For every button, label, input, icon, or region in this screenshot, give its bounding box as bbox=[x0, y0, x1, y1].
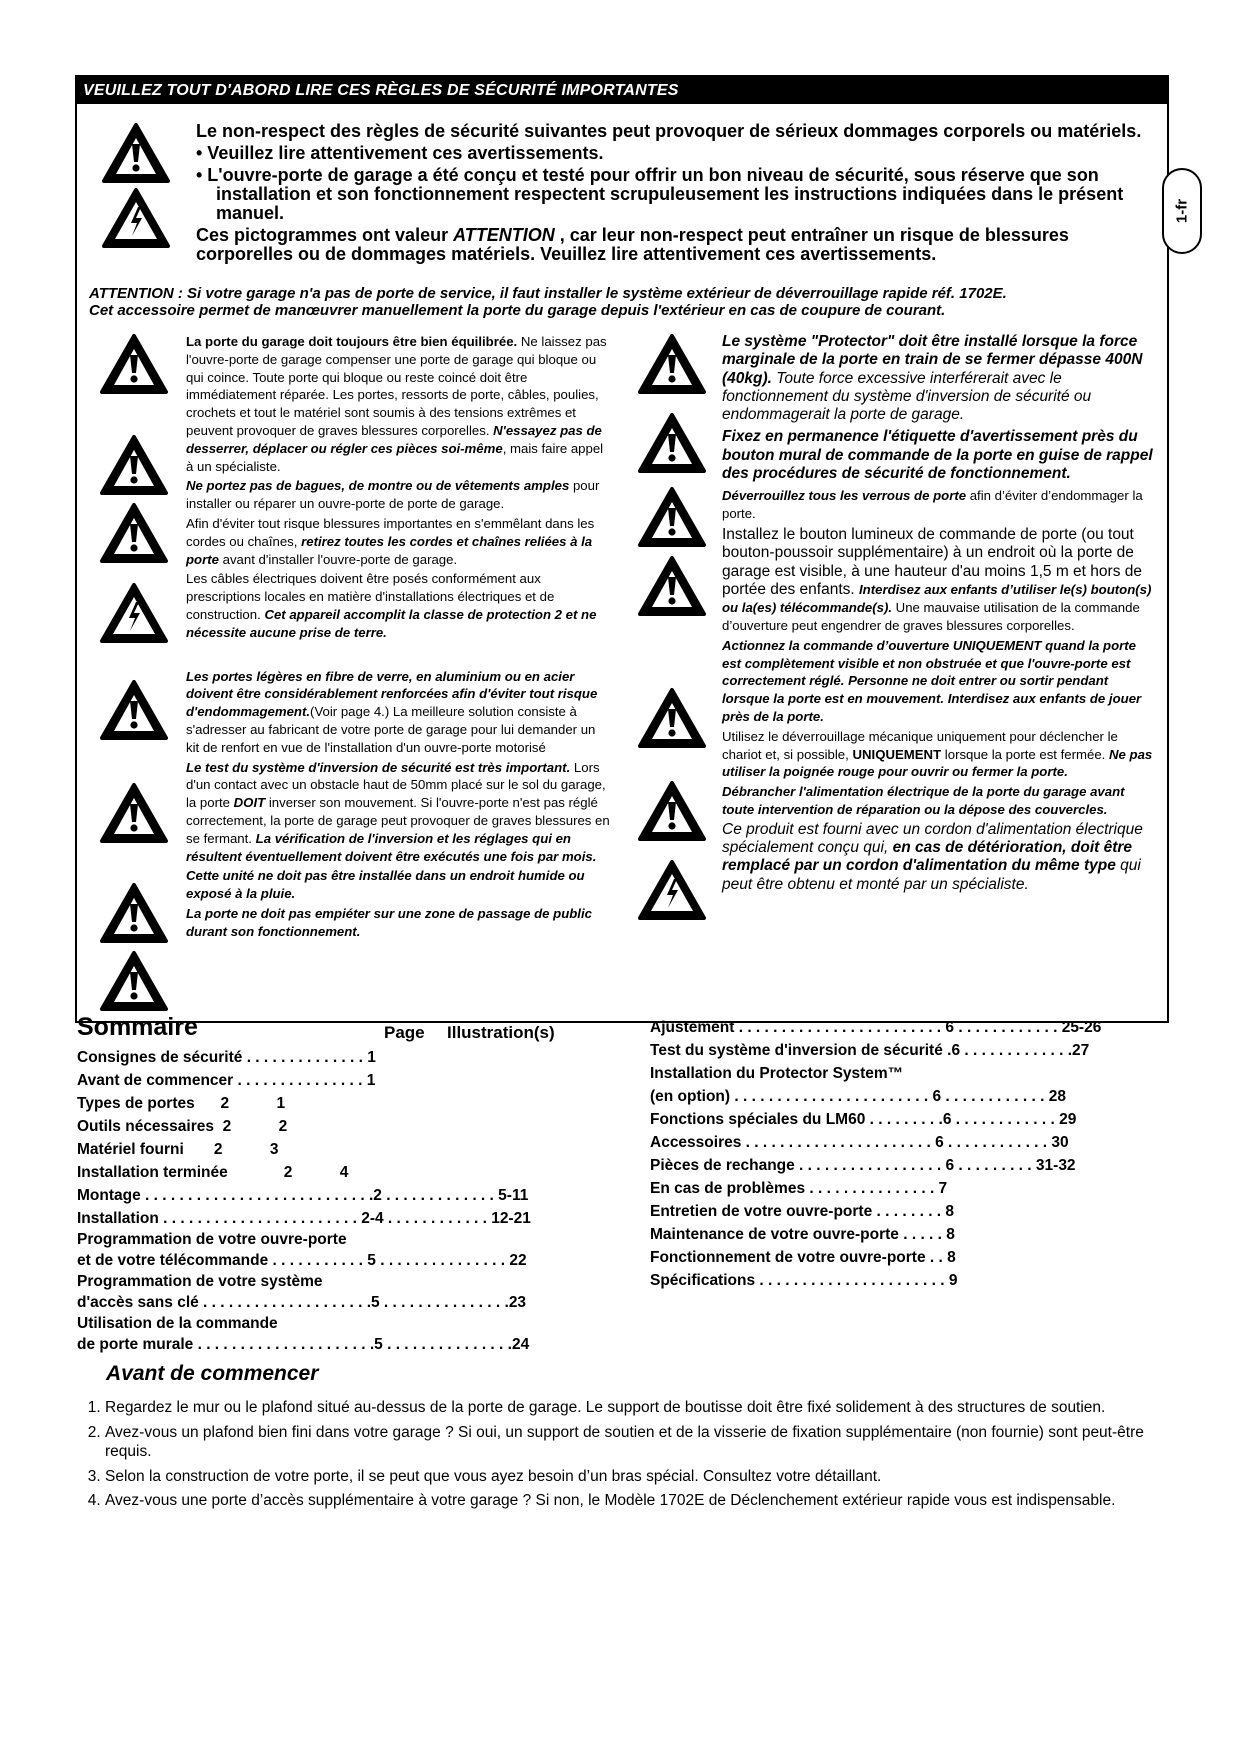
section-title: Avant de commencer bbox=[106, 1362, 319, 1385]
text: lorsque la porte est fermée. bbox=[941, 746, 1109, 762]
safety-paragraph: Débrancher l'alimentation électrique de la porte du garage avant toute intervention de réparation ou la dépose des couvercles. bbox=[722, 784, 1125, 817]
toc-entry: Types de portes 2 1 bbox=[77, 1095, 286, 1112]
page-tab-label: 1-fr bbox=[1173, 198, 1191, 224]
toc-entry: Maintenance de votre ouvre-porte . . . . . 8 bbox=[650, 1226, 955, 1243]
warning-icon bbox=[637, 687, 707, 749]
text-bold-italic: Ne pas utiliser la poignée rouge pour ouvrir ou fermer la porte. bbox=[722, 746, 1153, 780]
safety-paragraph: Actionnez la commande d’ouverture UNIQUEMENT quand la porte est complètement visible et non obstruée et que l'ouvre-porte est correctement réglé. Personne ne doit entrer ou sortir pendant lorsque la porte est en mouvement. Interdisez aux enfants de jouer près de la porte. bbox=[722, 637, 1142, 724]
toc-entry: Avant de commencer . . . . . . . . . . . . . . . 1 bbox=[77, 1072, 376, 1089]
text-bold-italic: Interdisez aux enfants d’utiliser le(s) bouton(s) ou la(es) télécommande(s). bbox=[722, 581, 1152, 616]
toc-entry: de porte murale . . . . . . . . . . . . . . . . . . . . .5 . . . . . . . . . . . . . . .24 bbox=[77, 1336, 530, 1353]
toc-entry: Entretien de votre ouvre-porte . . . . . . . . 8 bbox=[650, 1203, 955, 1220]
text: inverser son mouvement. Si l'ouvre-porte n'est pas réglé correctement, la porte de garage peut provoquer de graves blessures en se fermant. bbox=[186, 795, 610, 846]
intro-text bbox=[196, 122, 1151, 264]
text: Lors d'un contact avec un obstacle haut de 50mm placé sur le sol du garage, la porte bbox=[186, 759, 606, 811]
text-italic: Ce produit est fourni avec un cordon d'alimentation électrique spécialement conçu qui, bbox=[722, 820, 1143, 857]
text: Installez le bouton lumineux de commande de porte (ou tout bouton-poussoir supplémentaire) à un endroit où la porte de garage est visible, à une hauteur d'au moins 1,5 m et hors de portée des enfants. bbox=[722, 525, 1142, 598]
list-item: 4. Avez-vous une porte d’accès supplémentaire à votre garage ? Si non, le Modèle 1702E de Déclenchement extérieur rapide vous est indispensable. bbox=[105, 1491, 1185, 1511]
text-bold: La porte du garage doit toujours être bien équilibrée. bbox=[186, 334, 518, 349]
attention-note bbox=[89, 285, 1164, 319]
text-bold-italic: DOIT bbox=[233, 795, 266, 811]
safety-paragraph bbox=[722, 333, 1156, 424]
text-bold-italic: retirez toutes les cordes et chaînes reliées à la porte bbox=[186, 533, 593, 567]
checklist bbox=[63, 1398, 1185, 1516]
toc-entry: Fonctionnement de votre ouvre-porte . . 8 bbox=[650, 1249, 956, 1266]
warning-icon bbox=[99, 950, 169, 1012]
toc-entry: Utilisation de la commande bbox=[77, 1315, 278, 1332]
toc-entry: (en option) . . . . . . . . . . . . . . . . . . . . . . . 6 . . . . . . . . . . . . 28 bbox=[650, 1088, 1066, 1105]
text-bold-italic: en cas de détérioration, doit être remplacé par un cordon d'alimentation du même type bbox=[722, 839, 1133, 875]
warning-icon bbox=[637, 333, 707, 395]
text: , mais faire appel à un spécialiste. bbox=[186, 440, 604, 474]
text-bold-italic: La vérification de l'inversion et les réglages qui en résultent éventuellement doivent être exécutés une fois par mois. bbox=[186, 830, 597, 864]
safety-paragraph bbox=[186, 477, 612, 513]
text: Les câbles électriques doivent être posés conformément aux prescriptions locales en matière d'installations électriques et de construction. bbox=[186, 571, 555, 622]
sommaire-col-illustration: Illustration(s) bbox=[447, 1023, 555, 1042]
left-column bbox=[186, 333, 612, 941]
warning-icon bbox=[637, 412, 707, 474]
toc-entry: En cas de problèmes . . . . . . . . . . . . . . . 7 bbox=[650, 1180, 948, 1197]
safety-paragraph bbox=[722, 728, 1156, 781]
warning-icon bbox=[637, 555, 707, 617]
safety-paragraph bbox=[722, 526, 1156, 635]
text-bold-italic: Cet appareil accomplit la classe de protection 2 et ne nécessite aucune prise de terre. bbox=[186, 606, 597, 640]
toc-entry: Programmation de votre ouvre-porte bbox=[77, 1231, 347, 1248]
text-italic: qui peut être obtenu et monté par un spécialiste. bbox=[722, 857, 1141, 893]
toc-entry: Test du système d'inversion de sécurité .6 . . . . . . . . . . . . .27 bbox=[650, 1042, 1090, 1059]
text: avant d'installer l'ouvre-porte de garage. bbox=[218, 551, 458, 567]
sommaire-col-page: Page bbox=[384, 1023, 425, 1042]
list-item: 1. Regardez le mur ou le plafond situé au-dessus de la porte de garage. Le support de boutisse doit être fixé solidement à des structures de soutien. bbox=[105, 1398, 1185, 1418]
sommaire-title: Sommaire bbox=[77, 1013, 198, 1041]
text-bold: UNIQUEMENT bbox=[852, 746, 942, 762]
safety-paragraph bbox=[186, 759, 612, 866]
text: Une mauvaise utilisation de la commande d’ouverture peut engendrer de graves blessures corporelles. bbox=[722, 600, 1140, 633]
text-bold-italic: Le test du système d'inversion de sécurité est très important. bbox=[186, 759, 571, 775]
toc-entry: Outils nécessaires 2 2 bbox=[77, 1118, 288, 1135]
text: (Voir page 4.) La meilleure solution consiste à s'adresser au fabricant de votre porte de garage pour lui demander un kit de renfort en vue de l'installation d'un ouvre-porte motorisé bbox=[186, 704, 596, 755]
safety-paragraph bbox=[722, 487, 1156, 523]
right-column bbox=[722, 333, 1156, 894]
toc-entry: et de votre télécommande . . . . . . . . . . . 5 . . . . . . . . . . . . . . . 22 bbox=[77, 1252, 527, 1269]
warning-icon bbox=[101, 122, 171, 184]
warning-icon bbox=[637, 780, 707, 842]
toc-entry: Installation du Protector System™ bbox=[650, 1065, 904, 1082]
toc-entry: Accessoires . . . . . . . . . . . . . . . . . . . . . . 6 . . . . . . . . . . . . 30 bbox=[650, 1134, 1069, 1151]
header-bar: VEUILLEZ TOUT D'ABORD LIRE CES RÈGLES DE SÉCURITÉ IMPORTANTES bbox=[77, 77, 1167, 104]
toc-entry: Montage . . . . . . . . . . . . . . . . . . . . . . . . . . .2 . . . . . . . . . . . . . 5-11 bbox=[77, 1187, 529, 1204]
text-bold-italic: Le système "Protector" doit être installé lorsque la force marginale de la porte en train de se fermer dépasse 400N (40kg). bbox=[722, 333, 1143, 387]
warning-icon bbox=[99, 882, 169, 944]
pictogram-note-c: , car leur non-respect peut entraîner un risque de blessures corporelles ou de dommages matériels. Veuillez lire attentivement ces avertissements. bbox=[196, 225, 1069, 264]
pictogram-note bbox=[196, 226, 1116, 264]
safety-paragraph bbox=[722, 821, 1156, 894]
text: Afin d'éviter tout risque blessures importantes en s'emmêlant dans les cordes ou chaînes, bbox=[186, 515, 595, 549]
text-bold-italic: Déverrouillez tous les verrous de porte bbox=[722, 488, 967, 504]
warning-icon bbox=[99, 679, 169, 741]
safety-paragraph: Cette unité ne doit pas être installée dans un endroit humide ou exposé à la pluie. bbox=[186, 868, 585, 902]
toc-entry: Installation terminée 2 4 bbox=[77, 1164, 349, 1181]
pictogram-note-a: Ces pictogrammes ont valeur bbox=[196, 225, 454, 245]
safety-paragraph bbox=[186, 515, 612, 568]
toc-entry: Pièces de rechange . . . . . . . . . . . . . . . . . 6 . . . . . . . . . 31-32 bbox=[650, 1157, 1076, 1174]
electrical-hazard-icon bbox=[99, 582, 169, 644]
toc-entry: Fonctions spéciales du LM60 . . . . . . . . .6 . . . . . . . . . . . . 29 bbox=[650, 1111, 1077, 1128]
intro-bullet: • L'ouvre-porte de garage a été conçu et testé pour offrir un bon niveau de sécurité, sous réserve que son installation et son fonctionnement respectent scrupuleusement les instructions indiquées dans le présent manuel. bbox=[196, 165, 1124, 223]
toc-entry: d'accès sans clé . . . . . . . . . . . . . . . . . . . .5 . . . . . . . . . . . . . . .23 bbox=[77, 1294, 527, 1311]
safety-paragraph bbox=[186, 333, 612, 475]
text: Ne laissez pas l'ouvre-porte de garage compenser une porte de garage qui bloque ou qui coince. Toute porte qui bloque ou reste coincé doit être immédiatement réparée. Les portes, ressorts de porte, câbles, poulies, crochets et tout le matériel sont soumis à des tensions extrêmes et peuvent provoquer de graves blessures corporelles. bbox=[186, 334, 607, 438]
safety-paragraph: La porte ne doit pas empiéter sur une zone de passage de public durant son fonctionnement. bbox=[186, 905, 592, 939]
toc-entry: Matériel fourni 2 3 bbox=[77, 1141, 279, 1158]
intro-bullet: • Veuillez lire attentivement ces avertissements. bbox=[196, 143, 604, 163]
text: Utilisez le déverrouillage mécanique uniquement pour déclencher le chariot et, si possible, bbox=[722, 728, 1118, 762]
toc-entry: Spécifications . . . . . . . . . . . . . . . . . . . . . . 9 bbox=[650, 1272, 958, 1289]
sommaire-left-list bbox=[77, 1046, 597, 1356]
text: afin d’éviter d’endommager la porte. bbox=[722, 488, 1143, 522]
text: pour installer ou réparer un ouvre-porte de porte de garage. bbox=[186, 478, 600, 512]
toc-entry: Ajustement . . . . . . . . . . . . . . . . . . . . . . . . 6 . . . . . . . . . . . . 25-26 bbox=[650, 1019, 1102, 1036]
warning-icon bbox=[99, 782, 169, 844]
electrical-hazard-icon bbox=[101, 187, 171, 249]
text-bold-italic: Ne portez pas de bagues, de montre ou de vêtements amples bbox=[186, 478, 570, 494]
page-tab bbox=[1162, 168, 1202, 254]
intro-line: Le non-respect des règles de sécurité suivantes peut provoquer de sérieux dommages corporels ou matériels. bbox=[196, 121, 1142, 141]
warning-icon bbox=[99, 333, 169, 395]
safety-paragraph bbox=[186, 570, 612, 641]
pictogram-note-b: ATTENTION bbox=[453, 225, 555, 245]
warning-icon bbox=[99, 502, 169, 564]
sommaire-right-list bbox=[650, 1016, 1170, 1292]
toc-entry: Installation . . . . . . . . . . . . . . . . . . . . . . . 2-4 . . . . . . . . . . . . 12-21 bbox=[77, 1210, 531, 1227]
safety-paragraph: Fixez en permanence l'étiquette d'avertissement près du bouton mural de commande de la porte en guise de rappel des procédures de sécurité de fonctionnement. bbox=[722, 428, 1153, 483]
toc-entry: Programmation de votre système bbox=[77, 1273, 323, 1290]
safety-paragraph bbox=[186, 668, 612, 757]
text-bold-italic: Les portes légères en fibre de verre, en aluminium ou en acier doivent être considérablement renforcées afin d'éviter tout risque d'endommagement. bbox=[186, 668, 598, 720]
text-italic: Toute force excessive interférerait avec le fonctionnement du système d'inversion de sécurité ou endommagerait la porte de garage. bbox=[722, 369, 1092, 424]
electrical-hazard-icon bbox=[637, 859, 707, 921]
attention-line: Cet accessoire permet de manœuvrer manuellement la porte du garage depuis l'extérieur en cas de coupure de courant. bbox=[89, 302, 946, 319]
list-item: 2. Avez-vous un plafond bien fini dans votre garage ? Si oui, un support de soutien et de la visserie de fixation supplémentaire (non fournie) sont peut-être requis. bbox=[105, 1423, 1185, 1462]
attention-line: ATTENTION : Si votre garage n'a pas de porte de service, il faut installer le système extérieur de déverrouillage rapide réf. 1702E. bbox=[89, 285, 1007, 302]
list-item: 3. Selon la construction de votre porte, il se peut que vous ayez besoin d’un bras spécial. Consultez votre détaillant. bbox=[105, 1467, 1185, 1487]
toc-entry: Consignes de sécurité . . . . . . . . . . . . . . 1 bbox=[77, 1049, 376, 1066]
warning-icon bbox=[637, 486, 707, 548]
text-bold-italic: N'essayez pas de desserrer, déplacer ou régler ces pièces soi-même bbox=[186, 422, 602, 456]
warning-icon bbox=[99, 434, 169, 496]
